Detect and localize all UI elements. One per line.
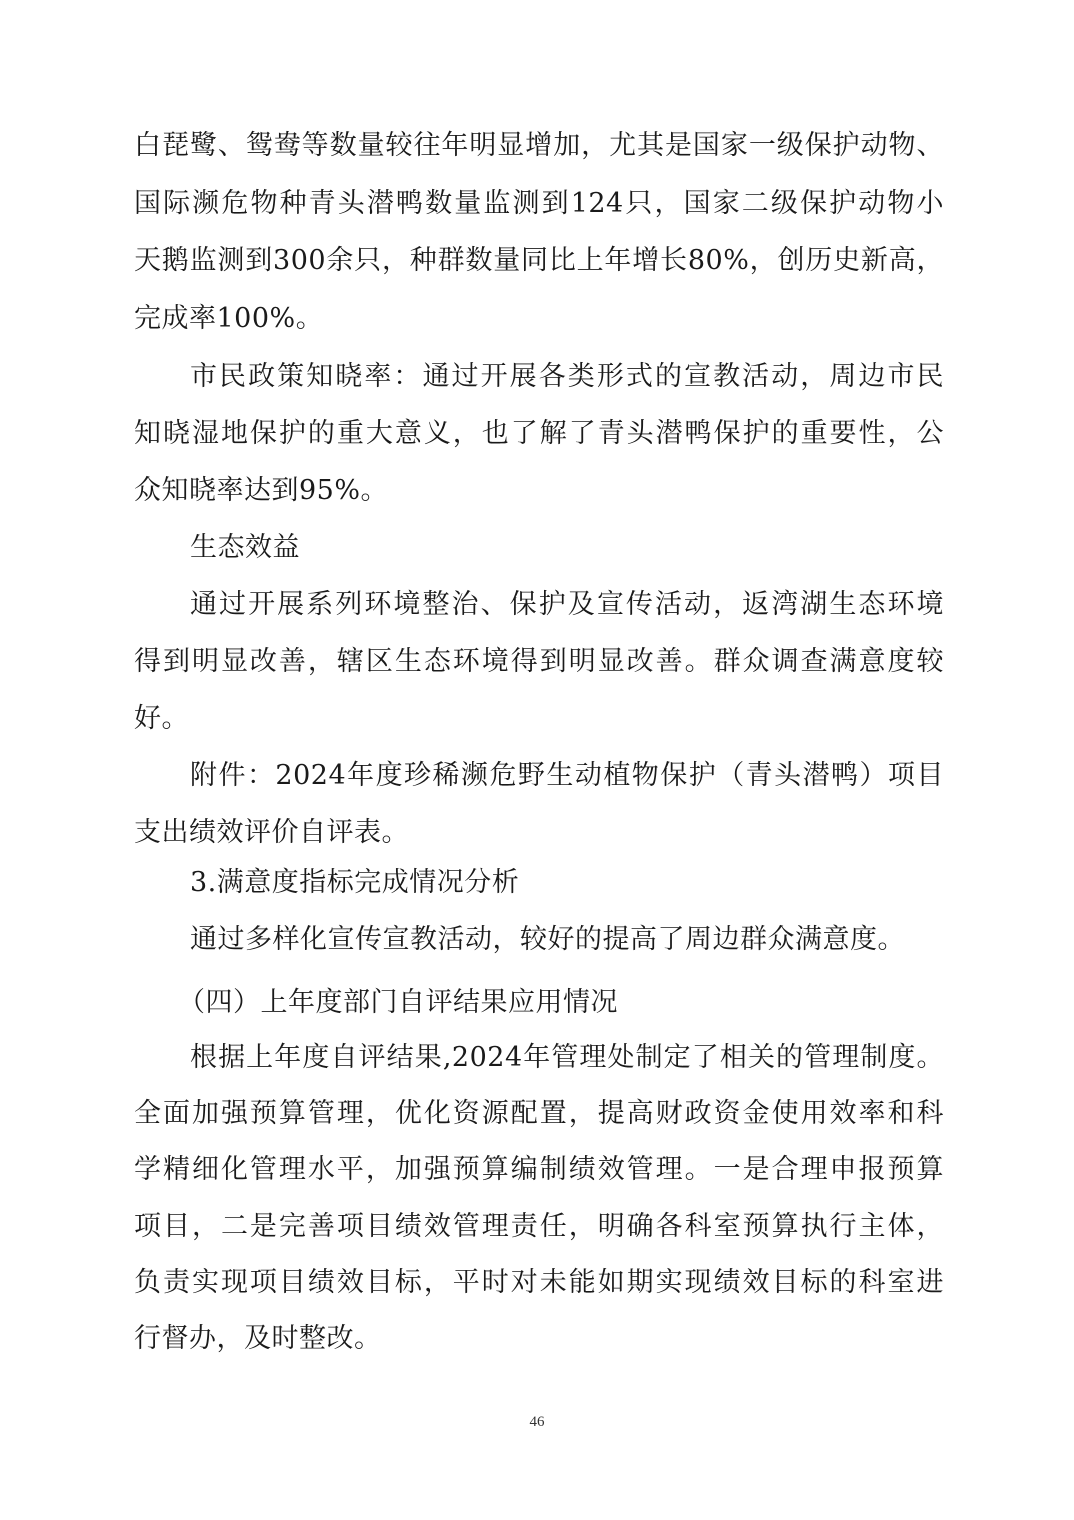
text-line: 市民政策知晓率：通过开展各类形式的宣教活动，周边市民 <box>190 361 944 392</box>
text-line: 学精细化管理水平，加强预算编制绩效管理。一是合理申报预算 <box>134 1154 944 1185</box>
text-line: 全面加强预算管理，优化资源配置，提高财政资金使用效率和科 <box>134 1098 944 1129</box>
text-line: 通过开展系列环境整治、保护及宣传活动，返湾湖生态环境 <box>190 589 944 620</box>
text-line: 通过多样化宣传宣教活动，较好的提高了周边群众满意度。 <box>190 924 905 955</box>
text-line: 完成率100%。 <box>134 303 324 334</box>
text-line: 知晓湿地保护的重大意义，也了解了青头潜鸭保护的重要性，公 <box>134 418 944 449</box>
subheading: 3.满意度指标完成情况分析 <box>190 867 520 898</box>
text-line: 根据上年度自评结果,2024年管理处制定了相关的管理制度。 <box>190 1042 944 1073</box>
text-line: 得到明显改善，辖区生态环境得到明显改善。群众调查满意度较 <box>134 646 944 677</box>
text-line: 附件：2024年度珍稀濒危野生动植物保护（青头潜鸭）项目 <box>190 760 944 791</box>
text-line: 白琵鹭、鸳鸯等数量较往年明显增加，尤其是国家一级保护动物、 <box>134 130 944 161</box>
text-line: 支出绩效评价自评表。 <box>134 817 409 848</box>
text-line: 行督办，及时整改。 <box>134 1323 382 1354</box>
text-line: 好。 <box>134 703 189 734</box>
text-line: 国际濒危物种青头潜鸭数量监测到124只，国家二级保护动物小 <box>134 188 944 219</box>
page-number: 46 <box>529 1414 545 1430</box>
text-line: 项目，二是完善项目绩效管理责任，明确各科室预算执行主体， <box>134 1211 944 1242</box>
text-line: 天鹅监测到300余只，种群数量同比上年增长80%，创历史新高， <box>134 245 944 276</box>
text-line: 负责实现项目绩效目标，平时对未能如期实现绩效目标的科室进 <box>134 1267 944 1298</box>
text-line: 众知晓率达到95%。 <box>134 475 389 506</box>
section-heading: （四）上年度部门自评结果应用情况 <box>178 987 618 1018</box>
subheading: 生态效益 <box>190 532 300 563</box>
